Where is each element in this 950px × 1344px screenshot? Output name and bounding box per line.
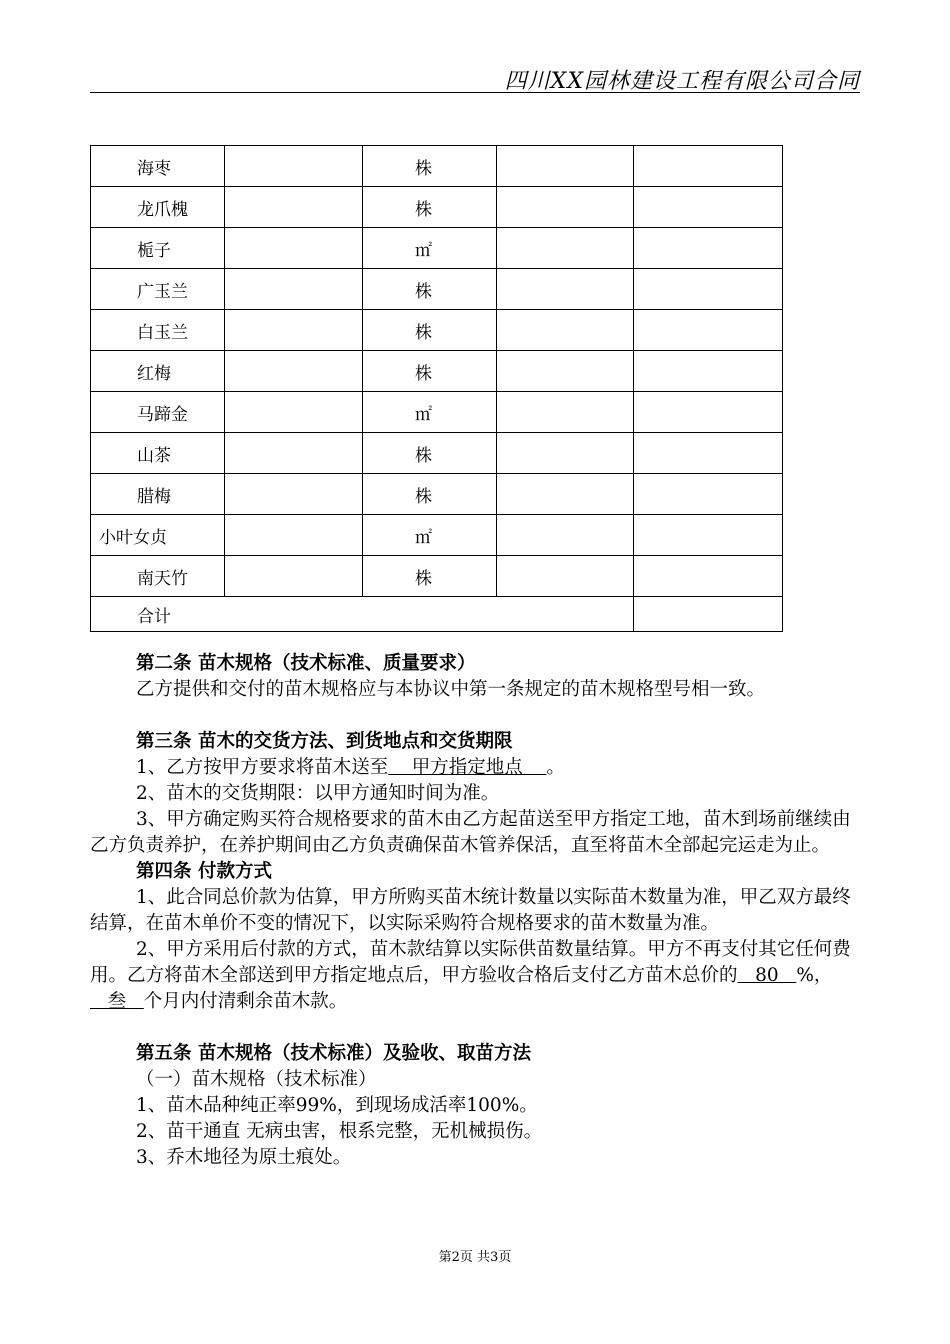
spec-cell [225, 433, 363, 474]
quantity-cell [497, 351, 634, 392]
section-5-item-2: 2、苗干通直 无病虫害，根系完整，无机械损伤。 [136, 1121, 543, 1142]
table-row [91, 474, 783, 515]
quantity-cell [497, 269, 634, 310]
spec-cell [225, 515, 363, 556]
price-cell [634, 474, 783, 515]
plant-name-cell: 龙爪槐 [91, 187, 225, 228]
plant-name-cell: 小叶女贞 [91, 515, 225, 556]
section-4-para-2: 2、甲方采用后付款的方式，苗木款结算以实际供苗数量结算。甲方不再支付其它任何费用。乙方将苗木全部送到甲方指定地点后，甲方验收合格后支付乙方苗木总价的 80 %， 叁 个月内付清剩余苗木款。 [90, 939, 851, 1012]
unit-cell: ㎡ [363, 228, 497, 269]
unit-cell: 株 [363, 351, 497, 392]
table-row [91, 515, 783, 556]
table-row [91, 187, 783, 228]
section-5-subtitle: （一）苗木规格（技术标准） [136, 1069, 377, 1090]
payment-months-blank: 叁 [90, 991, 144, 1012]
plant-name-cell: 栀子 [91, 228, 225, 269]
spec-cell [225, 146, 363, 187]
spec-cell [225, 310, 363, 351]
table-row [91, 146, 783, 187]
quantity-cell [497, 515, 634, 556]
section-3-para-3: 3、甲方确定购买符合规格要求的苗木由乙方起苗送至甲方指定工地，苗木到场前继续由乙方负责养护，在养护期间由乙方负责确保苗木管养保活，直至将苗木全部起完运走为止。 [90, 809, 851, 856]
plant-name-cell: 海枣 [91, 146, 225, 187]
unit-cell: ㎡ [363, 392, 497, 433]
unit-cell: 株 [363, 269, 497, 310]
plant-name-cell: 腊梅 [91, 474, 225, 515]
section-2-title: 第二条 苗木规格（技术标准、质量要求） [136, 653, 476, 674]
price-cell [634, 269, 783, 310]
unit-cell: 株 [363, 556, 497, 597]
table-row [91, 351, 783, 392]
payment-percent-blank: 80 [737, 965, 797, 986]
table-row [91, 433, 783, 474]
unit-cell: 株 [363, 310, 497, 351]
table-row [91, 556, 783, 597]
table-row [91, 228, 783, 269]
price-cell [634, 515, 783, 556]
section-5-item-1: 1、苗木品种纯正率99%，到现场成活率100%。 [136, 1095, 538, 1116]
table-row [91, 310, 783, 351]
header-title: 四川XX园林建设工程有限公司合同 [504, 69, 860, 94]
price-cell [634, 146, 783, 187]
unit-cell: ㎡ [363, 515, 497, 556]
plant-name-cell: 白玉兰 [91, 310, 225, 351]
quantity-cell [497, 187, 634, 228]
unit-cell: 株 [363, 433, 497, 474]
table-row [91, 392, 783, 433]
table-row [91, 269, 783, 310]
spec-cell [225, 351, 363, 392]
delivery-location-blank: 甲方指定地点 [388, 757, 547, 778]
price-cell [634, 433, 783, 474]
price-cell [634, 310, 783, 351]
plant-name-cell: 红梅 [91, 351, 225, 392]
section-3-para-2: 2、苗木的交货期限：以甲方通知时间为准。 [136, 783, 500, 804]
section-5-title: 第五条 苗木规格（技术标准）及验收、取苗方法 [136, 1043, 531, 1064]
section-3-para-1: 1、乙方按甲方要求将苗木送至 甲方指定地点 。 [136, 757, 565, 778]
plant-name-cell: 山茶 [91, 433, 225, 474]
quantity-cell [497, 228, 634, 269]
unit-cell: 株 [363, 474, 497, 515]
contract-body [90, 651, 854, 1171]
quantity-cell [497, 146, 634, 187]
quantity-cell [497, 433, 634, 474]
spec-cell [225, 392, 363, 433]
section-3-title: 第三条 苗木的交货方法、到货地点和交货期限 [136, 731, 513, 752]
total-value-cell [634, 597, 783, 632]
price-cell [634, 187, 783, 228]
page-header [90, 62, 860, 93]
price-cell [634, 556, 783, 597]
unit-cell: 株 [363, 187, 497, 228]
spec-cell [225, 474, 363, 515]
seedling-table [90, 145, 783, 632]
total-label: 合计 [91, 597, 634, 632]
section-4-title: 第四条 付款方式 [136, 861, 272, 882]
spec-cell [225, 187, 363, 228]
page-footer: 第2页 共3页 [438, 1250, 512, 1265]
section-5-item-3: 3、乔木地径为原土痕处。 [136, 1147, 352, 1168]
spec-cell [225, 556, 363, 597]
price-cell [634, 228, 783, 269]
plant-name-cell: 广玉兰 [91, 269, 225, 310]
price-cell [634, 351, 783, 392]
spec-cell [225, 269, 363, 310]
quantity-cell [497, 392, 634, 433]
quantity-cell [497, 474, 634, 515]
unit-cell: 株 [363, 146, 497, 187]
quantity-cell [497, 310, 634, 351]
section-2-para: 乙方提供和交付的苗木规格应与本协议中第一条规定的苗木规格型号相一致。 [136, 679, 766, 700]
spec-cell [225, 228, 363, 269]
plant-name-cell: 南天竹 [91, 556, 225, 597]
quantity-cell [497, 556, 634, 597]
total-row [91, 597, 783, 632]
price-cell [634, 392, 783, 433]
section-4-para-1: 1、此合同总价款为估算，甲方所购买苗木统计数量以实际苗木数量为准，甲乙双方最终结算，在苗木单价不变的情况下，以实际采购符合规格要求的苗木数量为准。 [90, 887, 851, 934]
plant-name-cell: 马蹄金 [91, 392, 225, 433]
